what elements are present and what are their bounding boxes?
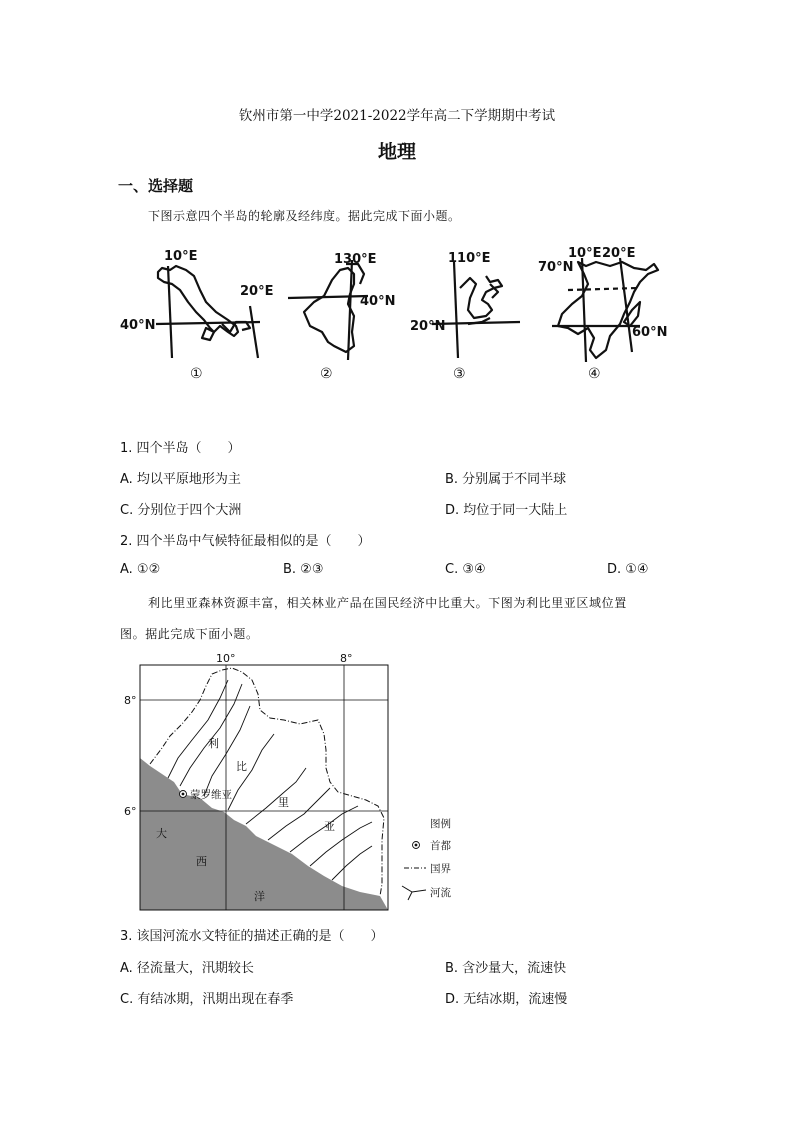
peninsula-1 xyxy=(156,266,260,358)
q2-option-a: A. ①② xyxy=(120,562,161,577)
p4-meridian-20e xyxy=(620,258,632,352)
capital-label: 蒙罗维亚 xyxy=(190,789,232,801)
p3-lon-label: 110°E xyxy=(448,251,491,266)
q1-option-a: A. 均以平原地形为主 xyxy=(120,472,241,487)
peninsula-2 xyxy=(288,260,368,360)
p3-meridian-110e xyxy=(454,262,458,358)
q2-option-c: C. ③④ xyxy=(445,562,486,577)
subject-title: 地理 xyxy=(377,141,416,163)
label-lat-8: 8° xyxy=(124,694,137,707)
q3-option-a: A. 径流量大，汛期较长 xyxy=(120,961,254,976)
q1-option-c: C. 分别位于四个大洲 xyxy=(120,503,242,518)
legend-border: 国界 xyxy=(430,863,451,875)
label-lon-10: 10° xyxy=(216,652,236,665)
q3-option-c: C. 有结冰期，汛期出现在春季 xyxy=(120,992,294,1007)
ocean-char-1: 大 xyxy=(156,827,167,840)
country-char-1: 利 xyxy=(208,737,219,750)
q1-stem: 1. 四个半岛（ ） xyxy=(120,441,241,456)
q1-option-b: B. 分别属于不同半球 xyxy=(445,472,567,487)
p1-meridian-20e xyxy=(250,306,258,358)
p1-lon1-label: 10°E xyxy=(164,249,198,264)
country-char-2: 比 xyxy=(236,760,247,773)
q3-option-b: B. 含沙量大，流速快 xyxy=(445,961,567,976)
p4-lon2-label: 20°E xyxy=(602,246,636,261)
p2-lon-label: 130°E xyxy=(334,252,377,267)
p4-number: ④ xyxy=(588,366,601,382)
p4-parallel-dashed xyxy=(568,288,638,290)
p3-lat-label: 20°N xyxy=(410,319,446,334)
p2-parallel-40n xyxy=(288,296,368,298)
p1-lat-label: 40°N xyxy=(120,318,156,333)
q2-stem: 2. 四个半岛中气候特征最相似的是（ ） xyxy=(120,534,371,549)
legend-capital: 首都 xyxy=(430,840,451,852)
p1-number: ① xyxy=(190,366,203,382)
group2-intro-line2: 图。据此完成下面小题。 xyxy=(120,627,259,641)
section-heading: 一、选择题 xyxy=(118,177,194,195)
q1-option-d: D. 均位于同一大陆上 xyxy=(445,503,568,518)
liberia-map xyxy=(120,650,465,915)
group1-intro: 下图示意四个半岛的轮廓及经纬度。据此完成下面小题。 xyxy=(148,209,461,223)
country-char-4: 亚 xyxy=(324,820,335,833)
group2-intro-line1: 利比里亚森林资源丰富，相关林业产品在国民经济中比重大。下图为利比里亚区域位置 xyxy=(148,596,627,610)
ocean-char-3: 洋 xyxy=(254,890,265,903)
p4-lat2-label: 60°N xyxy=(632,325,668,340)
legend-title: 图例 xyxy=(430,818,451,830)
p3-number: ③ xyxy=(453,366,466,382)
p2-number: ② xyxy=(320,366,333,382)
p1-meridian-10e xyxy=(168,266,172,358)
label-lat-6: 6° xyxy=(124,805,137,818)
p4-lat1-label: 70°N xyxy=(538,260,574,275)
exam-title: 钦州市第一中学2021-2022学年高二下学期期中考试 xyxy=(238,108,556,124)
country-char-3: 里 xyxy=(278,796,289,809)
label-lon-8: 8° xyxy=(340,652,353,665)
peninsula-figure xyxy=(110,240,680,390)
p4-lon1-label: 10°E xyxy=(568,246,602,261)
p2-lat-label: 40°N xyxy=(360,294,396,309)
legend-river-symbol xyxy=(402,886,426,892)
q3-option-d: D. 无结冰期，流速慢 xyxy=(445,992,568,1007)
legend-river: 河流 xyxy=(430,887,451,899)
peninsula-3 xyxy=(432,262,520,358)
p1-lon2-label: 20°E xyxy=(240,284,274,299)
q2-option-d: D. ①④ xyxy=(607,562,649,577)
ocean-char-2: 西 xyxy=(196,855,207,868)
map-legend xyxy=(402,817,451,900)
q2-option-b: B. ②③ xyxy=(283,562,324,577)
p1-parallel-40n xyxy=(156,322,260,324)
q3-stem: 3. 该国河流水文特征的描述正确的是（ ） xyxy=(120,929,384,944)
capital-monrovia xyxy=(180,791,187,798)
